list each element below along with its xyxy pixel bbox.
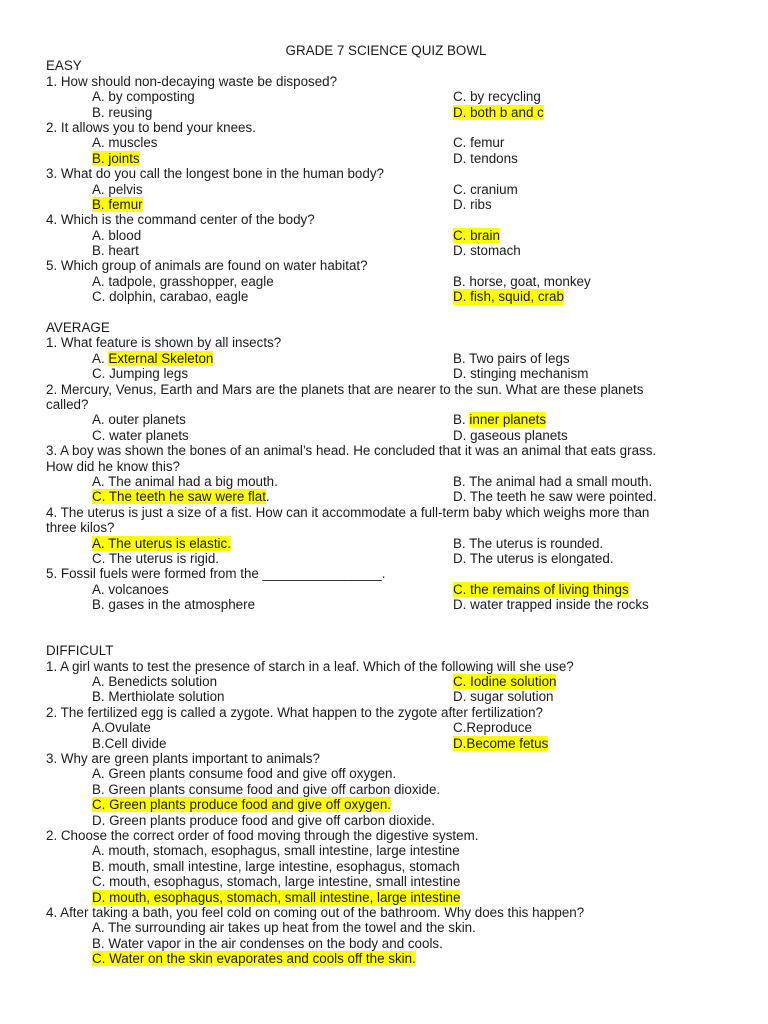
option-row bbox=[46, 135, 726, 150]
quiz-document bbox=[46, 43, 726, 966]
option-c bbox=[46, 797, 726, 812]
option-c: C. cranium bbox=[453, 181, 518, 197]
option-row bbox=[46, 412, 726, 427]
section-heading-average: AVERAGE bbox=[46, 320, 110, 336]
option-c: C.Reproduce bbox=[453, 720, 532, 736]
question-text: 1. What feature is shown by all insects? bbox=[46, 335, 282, 351]
option-d-answer: D. both b and c bbox=[453, 104, 544, 120]
question-text: 1. How should non-decaying waste be disposed? bbox=[46, 73, 338, 89]
option-row bbox=[46, 536, 726, 551]
option-b bbox=[46, 859, 726, 874]
option-row bbox=[46, 105, 726, 120]
option-c-suffix: . bbox=[265, 489, 270, 505]
option-row bbox=[46, 197, 726, 212]
option-d: D. sugar solution bbox=[453, 689, 554, 705]
option-c: C. by recycling bbox=[453, 89, 541, 105]
option-b: B. gases in the atmosphere bbox=[92, 597, 256, 613]
option-row bbox=[46, 351, 726, 366]
option-a: A. by composting bbox=[92, 89, 195, 105]
question-text-cont: called? bbox=[46, 396, 89, 412]
option-row bbox=[46, 182, 726, 197]
option-d: D. stinging mechanism bbox=[453, 366, 589, 382]
option-row bbox=[46, 89, 726, 104]
option-row bbox=[46, 551, 726, 566]
option-row bbox=[46, 366, 726, 381]
option-row bbox=[46, 674, 726, 689]
option-a: A. The animal had a big mouth. bbox=[92, 473, 278, 489]
option-a-text: A. mouth, stomach, esophagus, small intestine, large intestine bbox=[92, 843, 460, 859]
option-b bbox=[46, 936, 726, 951]
option-d: D. tendons bbox=[453, 150, 518, 166]
option-d: D. The uterus is elongated. bbox=[453, 550, 614, 566]
option-d: D. ribs bbox=[453, 196, 492, 212]
option-row bbox=[46, 474, 726, 489]
option-d bbox=[46, 813, 726, 828]
option-b-answer: B. femur bbox=[92, 196, 143, 212]
option-a-text: A. Green plants consume food and give off oxygen. bbox=[92, 766, 397, 782]
option-d-answer: D.Become fetus bbox=[453, 735, 549, 751]
option-a: A. blood bbox=[92, 227, 142, 243]
question-text: 4. Which is the command center of the body? bbox=[46, 212, 315, 228]
option-c-text: C. mouth, esophagus, stomach, large intestine, small intestine bbox=[92, 874, 461, 890]
option-b: B. heart bbox=[92, 243, 139, 259]
option-b-prefix: B. bbox=[453, 412, 466, 428]
option-b: B. The animal had a small mouth. bbox=[453, 473, 653, 489]
option-a: A. Benedicts solution bbox=[92, 674, 218, 690]
option-c-answer: C. Water on the skin evaporates and cools off the skin. bbox=[92, 951, 416, 967]
option-a: A. tadpole, grasshopper, eagle bbox=[92, 273, 274, 289]
option-a: A. volcanoes bbox=[92, 581, 169, 597]
option-b: B. reusing bbox=[92, 104, 153, 120]
option-c bbox=[46, 951, 726, 966]
option-row bbox=[46, 243, 726, 258]
option-a: A. pelvis bbox=[92, 181, 143, 197]
question-text-cont: How did he know this? bbox=[46, 458, 180, 474]
option-c-answer: C. brain bbox=[453, 227, 500, 243]
option-d: D. water trapped inside the rocks bbox=[453, 597, 649, 613]
option-a: A. outer planets bbox=[92, 412, 186, 428]
option-c: C. dolphin, carabao, eagle bbox=[92, 289, 249, 305]
option-row bbox=[46, 274, 726, 289]
option-d-text: D. Green plants produce food and give off carbon dioxide. bbox=[92, 812, 435, 828]
option-row bbox=[46, 582, 726, 597]
question-text: 3. What do you call the longest bone in the human body? bbox=[46, 166, 384, 182]
option-b bbox=[46, 782, 726, 797]
option-row bbox=[46, 689, 726, 704]
option-row bbox=[46, 720, 726, 735]
option-a-text: A. The surrounding air takes up heat from the towel and the skin. bbox=[92, 920, 476, 936]
option-row bbox=[46, 228, 726, 243]
option-row bbox=[46, 489, 726, 504]
question-text: 2. Mercury, Venus, Earth and Mars are the planets that are nearer to the sun. What are these planets bbox=[46, 381, 644, 397]
option-c-answer: C. Green plants produce food and give off oxygen. bbox=[92, 797, 392, 813]
option-d: D. The teeth he saw were pointed. bbox=[453, 489, 657, 505]
option-b-answer: inner planets bbox=[469, 412, 547, 428]
option-d: D. gaseous planets bbox=[453, 427, 568, 443]
option-c: C. femur bbox=[453, 135, 505, 151]
option-a-prefix: A. bbox=[92, 350, 105, 366]
option-b bbox=[453, 412, 546, 427]
option-d: D. stomach bbox=[453, 243, 521, 259]
section-heading-difficult: DIFFICULT bbox=[46, 643, 114, 659]
question-text: 4. The uterus is just a size of a fist. How can it accommodate a full-term baby which weighs more than bbox=[46, 504, 650, 520]
option-a-answer: A. The uterus is elastic. bbox=[92, 535, 231, 551]
option-row bbox=[46, 597, 726, 612]
question-text: 2. It allows you to bend your knees. bbox=[46, 119, 256, 135]
option-b-text: B. mouth, small intestine, large intestine, esophagus, stomach bbox=[92, 858, 460, 874]
option-c: C. The uterus is rigid. bbox=[92, 550, 220, 566]
option-b-text: B. Green plants consume food and give off carbon dioxide. bbox=[92, 781, 441, 797]
option-a bbox=[92, 351, 213, 366]
option-c-answer: C. The teeth he saw were flat bbox=[92, 489, 266, 505]
question-text: 3. A boy was shown the bones of an animal’s head. He concluded that it was an animal that eats grass. bbox=[46, 443, 657, 459]
question-text: 1. A girl wants to test the presence of starch in a leaf. Which of the following will she use? bbox=[46, 658, 574, 674]
option-b: B. Two pairs of legs bbox=[453, 350, 570, 366]
option-a bbox=[46, 843, 726, 858]
option-d bbox=[46, 890, 726, 905]
option-a-answer: External Skeleton bbox=[108, 350, 214, 366]
option-b: B.Cell divide bbox=[92, 735, 167, 751]
option-a bbox=[46, 920, 726, 935]
question-text: 2. The fertilized egg is called a zygote. What happen to the zygote after fertilization? bbox=[46, 704, 543, 720]
option-c bbox=[46, 874, 726, 889]
question-text-cont: three kilos? bbox=[46, 520, 115, 536]
question-text: 2. Choose the correct order of food moving through the digestive system. bbox=[46, 827, 479, 843]
option-c: C. Jumping legs bbox=[92, 366, 189, 382]
option-row bbox=[46, 736, 726, 751]
option-a bbox=[46, 766, 726, 781]
question-text: 5. Fossil fuels were formed from the ________________. bbox=[46, 566, 386, 582]
question-text: 5. Which group of animals are found on water habitat? bbox=[46, 258, 368, 274]
option-b: B. Merthiolate solution bbox=[92, 689, 225, 705]
option-c bbox=[92, 489, 270, 504]
option-a: A.Ovulate bbox=[92, 720, 151, 736]
option-c: C. water planets bbox=[92, 427, 189, 443]
question-text: 4. After taking a bath, you feel cold on coming out of the bathroom. Why does this happen? bbox=[46, 904, 585, 920]
option-b: B. The uterus is rounded. bbox=[453, 535, 604, 551]
section-heading-easy: EASY bbox=[46, 58, 82, 74]
question-text: 3. Why are green plants important to animals? bbox=[46, 750, 320, 766]
option-a: A. muscles bbox=[92, 135, 158, 151]
option-b-text: B. Water vapor in the air condenses on the body and cools. bbox=[92, 935, 443, 951]
option-c-answer: C. Iodine solution bbox=[453, 674, 557, 690]
option-d-answer: D. mouth, esophagus, stomach, small intestine, large intestine bbox=[92, 889, 461, 905]
option-row bbox=[46, 289, 726, 304]
option-row bbox=[46, 151, 726, 166]
document-title: GRADE 7 SCIENCE QUIZ BOWL bbox=[285, 43, 487, 58]
option-row bbox=[46, 428, 726, 443]
option-b: B. horse, goat, monkey bbox=[453, 273, 591, 289]
option-c-answer: C. the remains of living things bbox=[453, 581, 629, 597]
option-b-answer: B. joints bbox=[92, 150, 140, 166]
option-d-answer: D. fish, squid, crab bbox=[453, 289, 564, 305]
